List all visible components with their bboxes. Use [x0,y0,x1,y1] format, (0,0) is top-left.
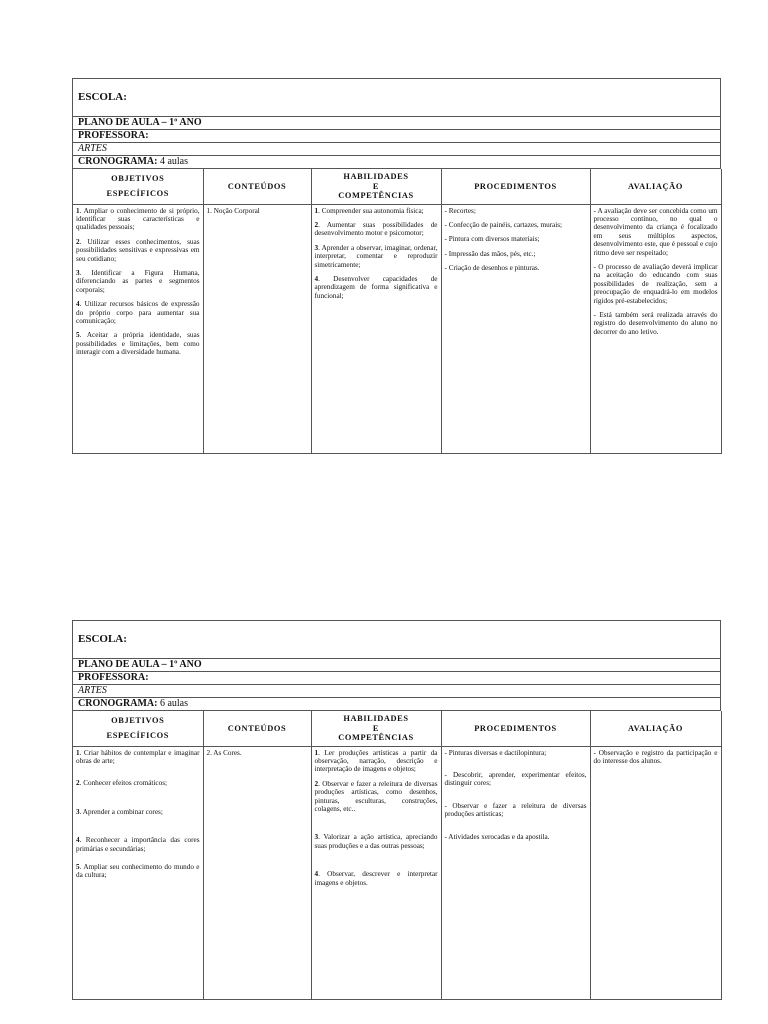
header-habilidades [311,711,441,746]
schedule-label: CRONOGRAMA: [78,698,158,709]
lesson-plan-1 [72,78,721,454]
list-item: - A avaliação deve ser concebida como um processo contínuo, no qual o desenvolvimento da criança é focalizado em seus múltiplos aspectos, desenvolvimento este, que é pessoal e cujo ritmo deve ser respeitado; [593,206,718,257]
cell-procedimentos [441,204,590,453]
header-text: E [372,723,380,733]
schedule-line [73,156,721,169]
header-avaliacao: AVALIAÇÃO [590,711,721,746]
item-number: 1 [206,206,211,215]
item-number: 4 [76,836,80,845]
item-text: . Ampliar o conhecimento de si próprio, identificar suas características e qualidades pessoais; [76,206,200,232]
list-item [315,275,438,300]
cell-habilidades [311,746,441,999]
item-number: 4 [314,274,319,283]
item-number: 2 [76,779,80,788]
header-objetivos [73,711,203,746]
plan-title: PLANO DE AULA – 1º ANO [73,659,721,672]
header-text: HABILIDADES [343,172,409,181]
item-number: 4 [76,300,80,309]
list-item: - Impressão das mãos, pés, etc.; [444,249,536,258]
list-item: - Pintura com diversos materiais; [444,235,540,244]
item-number: 3 [76,268,80,277]
item-number: 2 [314,779,319,788]
subject-line: ARTES [73,143,721,156]
list-item [315,207,438,215]
list-item: - O processo de avaliação deverá implicar na aceitação do educando com suas possibilidades de realização, sem a preocupação de enquadrá-lo em modelos rígidos pré-estabelecidos; [593,262,718,305]
schedule-line [73,698,721,711]
header-text: ESPECÍFICOS [106,731,169,741]
header-avaliacao: AVALIAÇÃO [590,169,721,204]
item-text: . Aprender a observar, imaginar, ordenar, interpretar, comentar e reproduzir simetricamente; [314,243,438,269]
cell-objetivos [73,746,203,999]
table-header-row [73,711,721,746]
table-header-row [73,169,721,204]
lesson-plan-2 [72,620,721,1000]
item-text: . Ampliar seu conhecimento do mundo e da cultura; [76,862,200,880]
list-item [76,300,200,325]
list-item [315,749,438,774]
cell-avaliacao [590,746,721,999]
list-item [76,238,200,263]
item-number: 2 [76,237,80,246]
school-label: ESCOLA: [78,633,127,645]
item-text: . Criar hábitos de contemplar e imaginar obras de arte; [76,748,200,765]
item-text: . Aumentar suas possibilidades de desenvolvimento motor e psicomotor; [314,220,438,238]
header-procedimentos: PROCEDIMENTOS [441,169,590,204]
item-text: . Conhecer efeitos cromáticos; [79,779,168,788]
list-item: - Criação de desenhos e pinturas. [444,264,540,273]
item-text: . Observar e fazer a releitura de diversas produções artísticas, como desenhos, pinturas, esculturas, construções, colagens, etc.. [314,779,438,813]
schedule-value: 4 aulas [157,156,188,167]
header-text: OBJETIVOS [111,173,165,183]
cell-objetivos [73,204,203,453]
list-item [76,836,200,853]
item-number: 3 [76,807,80,816]
list-item: - Observar e fazer a releitura de diversas produções artísticas; [444,801,587,819]
teacher-line: PROFESSORA: [73,672,721,685]
item-text: . Noção Corporal [210,206,260,215]
cell-conteudos [203,746,311,999]
school-line [73,621,721,659]
item-text: . Utilizar recursos básicos de expressão do próprio corpo para aumentar sua comunicação; [76,300,200,325]
list-item [315,833,438,850]
item-text: . Identificar a Figura Humana, diferenciando as partes e segmentos corporais; [76,268,200,294]
item-number: 1 [76,748,80,757]
cell-procedimentos [441,746,590,999]
plan-title: PLANO DE AULA – 1º ANO [73,117,721,130]
item-number: 5 [76,862,80,871]
school-label: ESCOLA: [78,91,127,103]
item-number: 4 [314,870,319,879]
cell-habilidades [311,204,441,453]
header-objetivos [73,169,203,204]
item-number: 5 [76,331,80,340]
list-item [76,808,200,816]
list-item: - Atividades xerocadas e da apostila. [444,832,550,841]
item-text: . Observar, descrever e interpretar imagens e objetos. [314,870,438,887]
plan-table [73,711,722,1000]
item-text: . Valorizar a ação artística, apreciando suas produções e a das outras pessoas; [314,833,438,850]
item-text: . Desenvolver capacidades de aprendizagem de forma significativa e funcional; [314,274,438,300]
list-item [315,221,438,238]
header-text: E [372,181,380,191]
list-item [76,269,200,294]
plan-table [73,169,722,454]
list-item [76,207,200,232]
item-number: 2 [314,220,319,229]
item-text: . Compreender sua autonomia física; [318,206,424,215]
schedule-label: CRONOGRAMA: [78,156,158,167]
list-item: - Observação e registro da participação e do interesse dos alunos. [593,748,718,765]
list-item [315,244,438,269]
header-text: COMPETÊNCIAS [338,733,414,742]
header-text: HABILIDADES [343,714,409,723]
item-text: . Ler produções artísticas a partir da observação, narração, descrição e interpretação de imagens e objetos; [314,748,438,774]
header-conteudos: CONTEÚDOS [203,169,311,204]
list-item [76,331,200,356]
teacher-line: PROFESSORA: [73,130,721,143]
list-item [315,870,438,887]
list-item [76,779,200,787]
cell-avaliacao [590,204,721,453]
list-item [76,749,200,766]
list-item: - Pinturas diversas e dactilopintura; [444,748,547,757]
cell-conteudos [203,204,311,453]
table-row [73,746,721,999]
list-item [207,207,308,215]
item-number: 3 [314,243,319,252]
item-text: . Reconhecer a importância das cores primárias e secundárias; [76,836,200,853]
item-text: . As Cores. [210,748,242,757]
list-item [207,749,308,757]
item-text: . Aprender a combinar cores; [79,807,163,816]
header-text: OBJETIVOS [111,715,165,725]
item-number: 1 [76,206,80,215]
list-item [76,863,200,880]
list-item: - Recortes; [444,206,476,215]
school-line [73,79,721,117]
header-habilidades [311,169,441,204]
subject-line: ARTES [73,685,721,698]
item-number: 1 [314,206,319,215]
header-procedimentos: PROCEDIMENTOS [441,711,590,746]
item-text: . Aceitar a própria identidade, suas possibilidades e limitações, bem como interagir com a diversidade humana. [76,331,200,357]
list-item: - Confecção de painéis, cartazes, murais; [444,220,563,229]
list-item: - Está também será realizada através do registro do desenvolvimento do aluno no decorrer do ano letivo. [593,310,718,336]
header-text: COMPETÊNCIAS [338,191,414,200]
list-item [315,780,438,814]
schedule-value: 6 aulas [157,698,188,709]
item-number: 1 [314,748,319,757]
item-text: . Utilizar esses conhecimentos, suas possibilidades sensitivas e expressivas em seu cotidiano; [76,237,200,263]
item-number: 2 [206,748,211,757]
header-conteudos: CONTEÚDOS [203,711,311,746]
table-row [73,204,721,453]
header-text: ESPECÍFICOS [106,189,169,199]
item-number: 3 [314,833,319,842]
list-item: - Descobrir, aprender, experimentar efeitos, distinguir cores; [444,770,587,788]
